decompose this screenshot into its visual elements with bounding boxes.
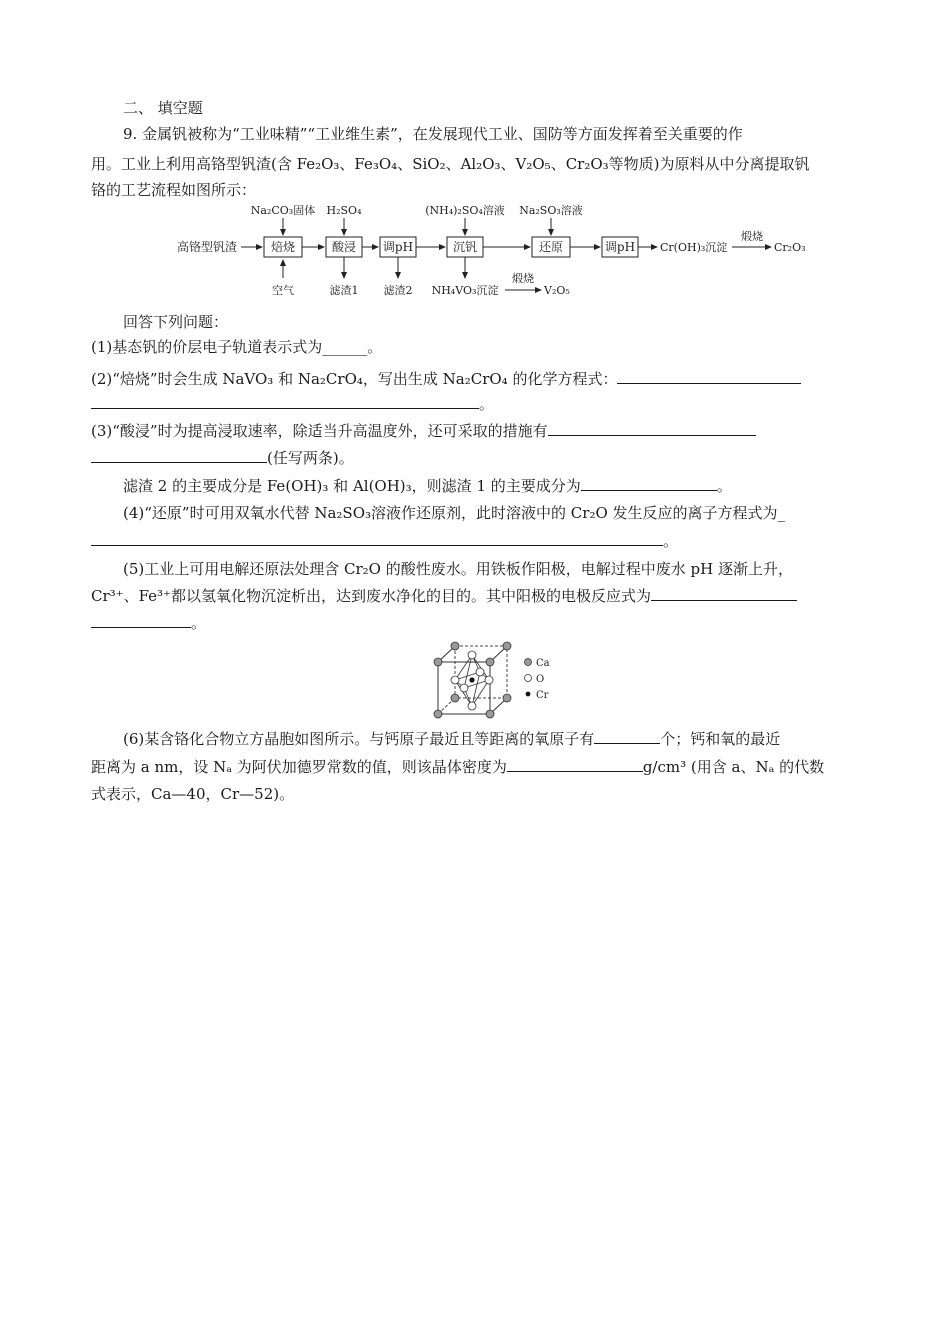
part-6-text-3: 距离为 a nm，设 Nₐ 为阿伏加德罗常数的值，则该晶体密度为 (91, 758, 507, 776)
part-3-line2 (91, 447, 354, 468)
legend-ca-label: Ca (536, 658, 550, 669)
answer-prompt: 回答下列问题： (123, 313, 229, 331)
part-6-line1 (123, 728, 780, 749)
process-flow-diagram (175, 200, 815, 304)
flow-calcine-label: 煅烧 (741, 230, 763, 243)
flow-box-acid-leach-label: 酸浸 (331, 240, 357, 254)
part-5-period: 。 (191, 614, 207, 632)
part-2-line1 (91, 368, 801, 389)
part-5-line2 (91, 585, 797, 606)
section-heading: 二、 填空题 (123, 99, 203, 117)
ca-atom (503, 694, 511, 702)
legend-ca-marker (525, 659, 532, 666)
flow-input-na2so3: Na₂SO₃溶液 (519, 204, 583, 217)
ca-atom (486, 710, 494, 718)
legend-cr-marker (526, 692, 531, 697)
part-3-note: (任写两条)。 (267, 449, 354, 467)
part-6-answer-blank-1[interactable] (594, 728, 660, 744)
part-5-answer-blank-2[interactable] (91, 612, 191, 628)
ca-atom (486, 658, 494, 666)
flow-calcine-label-2: 煅烧 (512, 272, 534, 285)
part-4-period: 。 (663, 532, 679, 550)
part-2-line2 (91, 393, 494, 414)
question-9-intro-line3: 铬的工艺流程如图所示： (91, 181, 257, 199)
crystal-unit-cell-diagram (430, 640, 560, 722)
part-5-answer-blank-1[interactable] (651, 585, 797, 601)
legend-o-label: O (536, 674, 545, 685)
part-4-line1: (4)“还原”时可用双氧水代替 Na₂SO₃溶液作还原剂，此时溶液中的 Cr₂O 发生反应的离子方程式为_ (123, 504, 786, 522)
legend-o-marker (525, 675, 532, 682)
part-2-period: 。 (479, 395, 495, 413)
o-atom (476, 668, 484, 676)
flow-residue-1: 滤渣1 (329, 284, 359, 297)
question-9-intro-line1: 9. 金属钒被称为“工业味精”“工业维生素”，在发展现代工业、国防等方面发挥着至关重要的作 (123, 125, 743, 143)
part-3-answer-blank-3[interactable] (581, 475, 717, 491)
part-4-answer-blank[interactable] (91, 530, 663, 546)
part-5-text: Cr³⁺、Fe³⁺都以氢氧化物沉淀析出，达到废水净化的目的。其中阳极的电极反应式为 (91, 587, 651, 605)
part-4-line2 (91, 530, 678, 551)
flow-input-nh4-2so4: (NH₄)₂SO₄溶液 (425, 204, 505, 217)
flow-box-vanadium-precip-label: 沉钒 (452, 240, 478, 254)
part-6-text-4: g/cm³ (用含 a、Nₐ 的代数 (642, 758, 825, 776)
o-atom (468, 702, 476, 710)
ca-atom (503, 642, 511, 650)
part-3-line1 (91, 420, 756, 441)
part-2-text: (2)“焙烧”时会生成 NaVO₃ 和 Na₂CrO₄，写出生成 Na₂CrO₄ 的化学方程式： (91, 370, 618, 388)
part-3-text: (3)“酸浸”时为提高浸取速率，除适当升高温度外，还可采取的措施有 (91, 422, 548, 440)
flow-mid-product: Cr(OH)₃沉淀 (660, 241, 728, 254)
part-6-text-2: 个；钙和氧的最近 (660, 730, 781, 748)
o-atom (451, 676, 459, 684)
part-6-line2 (91, 756, 824, 777)
flow-input-na2co3: Na₂CO₃固体 (250, 204, 316, 217)
flow-nh4vo3-precip: NH₄VO₃沉淀 (431, 284, 499, 297)
ca-atom (451, 642, 459, 650)
flow-input-air: 空气 (272, 284, 294, 297)
part-3-period: 。 (716, 477, 732, 495)
ca-atom (434, 658, 442, 666)
part-5-line1: (5)工业上可用电解还原法处理含 Cr₂O 的酸性废水。用铁板作阳极，电解过程中废水 pH 逐渐上升， (123, 560, 793, 578)
flow-box-adjust-ph-2-label: 调pH (604, 240, 636, 254)
part-3-answer-blank-1[interactable] (548, 420, 756, 436)
flow-end-product: Cr₂O₃ (774, 241, 806, 254)
flow-v2o5: V₂O₅ (544, 284, 570, 297)
ca-atom (451, 694, 459, 702)
o-atom (460, 684, 468, 692)
o-atom (485, 676, 493, 684)
o-atom (468, 651, 476, 659)
flow-box-reduction-label: 还原 (538, 240, 564, 254)
part-3-line3 (123, 475, 732, 496)
part-2-answer-blank-2[interactable] (91, 393, 479, 409)
ca-atom (434, 710, 442, 718)
cr-atom (469, 677, 474, 682)
part-1: (1)基态钒的价层电子轨道表示式为______。 (91, 338, 383, 356)
question-9-intro-line2: 用。工业上利用高铬型钒渣(含 Fe₂O₃、Fe₃O₄、SiO₂、Al₂O₃、V₂O₅、Cr₂O₃等物质)为原料从中分离提取钒 (91, 155, 810, 173)
flow-residue-2: 滤渣2 (383, 284, 413, 297)
flow-box-adjust-ph-1-label: 调pH (382, 240, 414, 254)
part-3-residue-text: 滤渣 2 的主要成分是 Fe(OH)₃ 和 Al(OH)₃，则滤渣 1 的主要成分为 (123, 477, 581, 495)
flow-start-label: 高铬型钒渣 (177, 240, 238, 254)
flow-box-roast-label: 焙烧 (270, 240, 296, 254)
flow-input-h2so4: H₂SO₄ (326, 204, 362, 217)
part-3-answer-blank-2[interactable] (91, 447, 267, 463)
part-6-text-1: (6)某含铬化合物立方晶胞如图所示。与钙原子最近且等距离的氧原子有 (123, 730, 595, 748)
part-2-answer-blank-1[interactable] (617, 368, 801, 384)
part-5-line3 (91, 612, 206, 633)
legend-cr-label: Cr (536, 690, 549, 701)
part-6-line3: 式表示，Ca—40，Cr—52)。 (91, 785, 295, 803)
part-6-answer-blank-2[interactable] (507, 756, 643, 772)
